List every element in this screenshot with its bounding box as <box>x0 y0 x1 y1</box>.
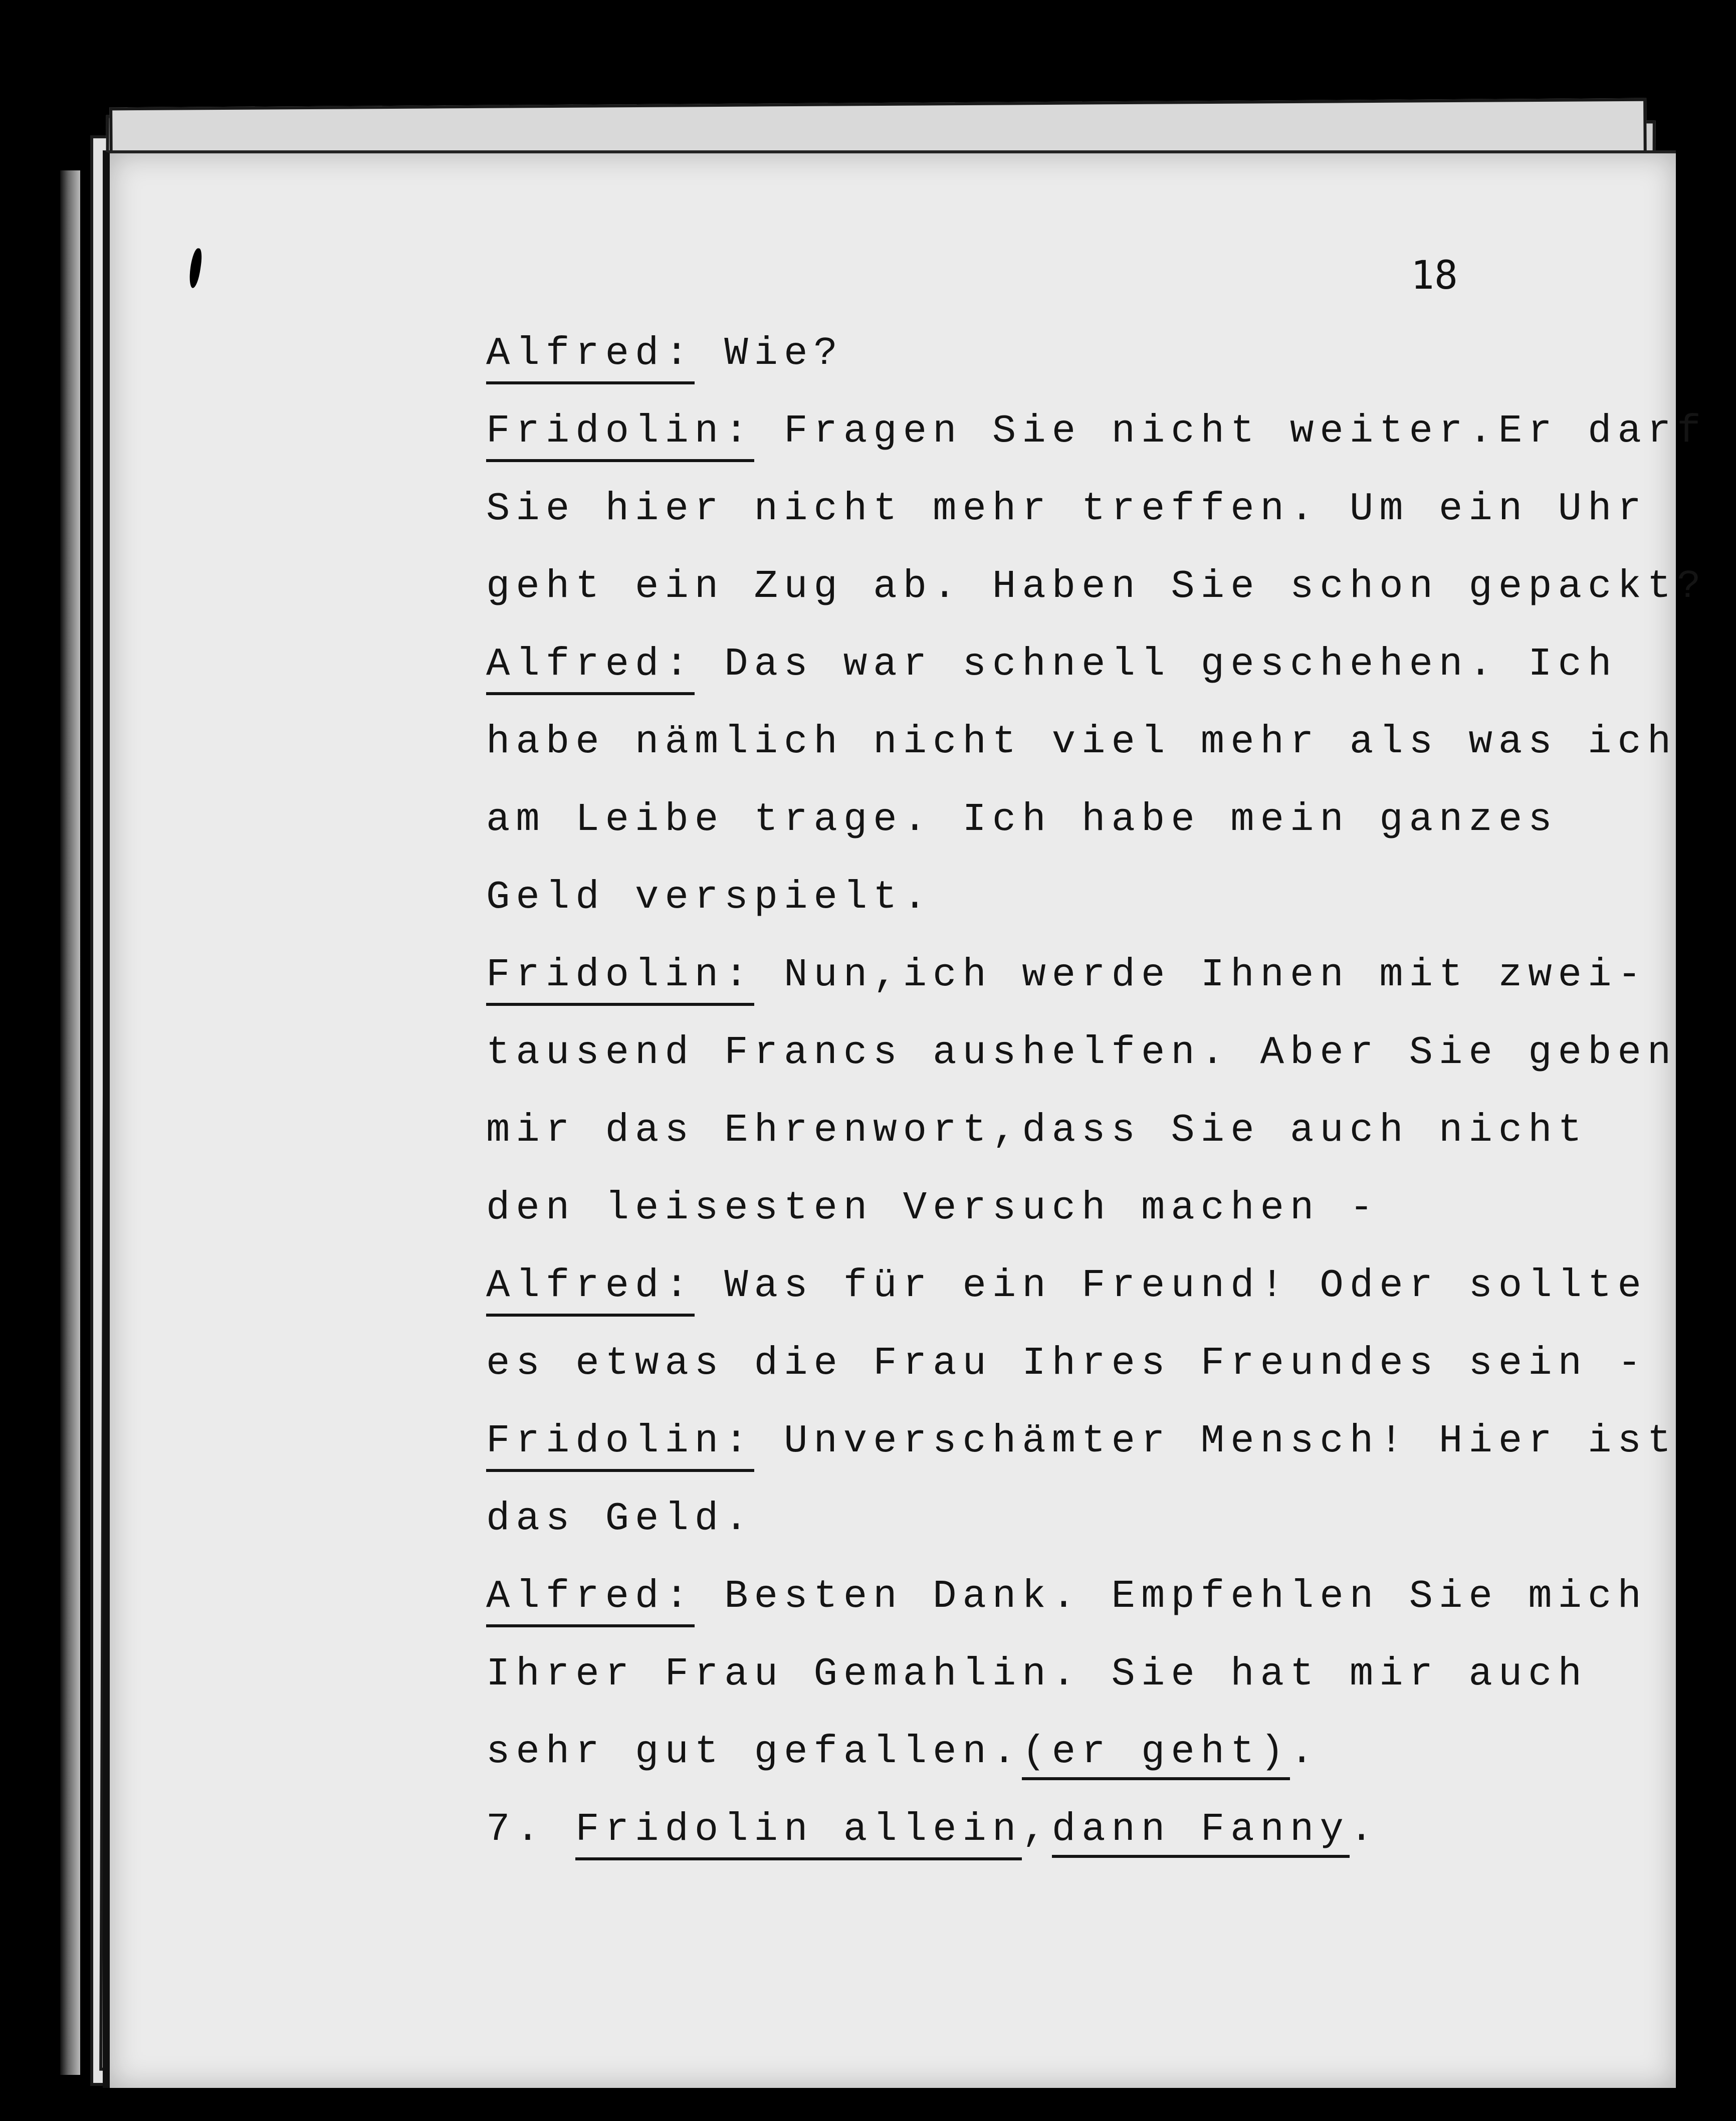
scene-number: 7. <box>486 1807 576 1852</box>
speaker-name: Fridolin: <box>486 1416 754 1472</box>
text-line <box>486 872 1589 950</box>
speaker-name: Alfred: <box>486 639 695 695</box>
text-line <box>486 717 1677 794</box>
page-number: 18 <box>1411 253 1458 298</box>
line-text: . <box>1290 1729 1320 1774</box>
text-line <box>486 1494 1589 1571</box>
text-line <box>486 1571 1647 1649</box>
line-text: Fragen Sie nicht weiter.Er darf <box>754 408 1707 454</box>
line-text: am Leibe trage. Ich habe mein ganzes <box>486 797 1558 842</box>
line-text: Sie hier nicht mehr treffen. Um ein Uhr <box>486 486 1647 531</box>
line-text: Was für ein Freund! Oder sollte <box>694 1263 1647 1308</box>
line-text: das Geld. <box>486 1496 754 1541</box>
text-line <box>486 484 1647 561</box>
line-text: Das war schnell geschehen. Ich <box>694 642 1618 687</box>
text-line <box>486 328 1589 406</box>
text-line <box>486 1260 1647 1338</box>
text-line <box>486 1338 1647 1416</box>
underlined-text: (er geht) <box>1022 1729 1290 1780</box>
text-line <box>486 1727 1589 1804</box>
text-line <box>486 1183 1589 1260</box>
line-text: Nun,ich werde Ihnen mit zwei- <box>754 952 1647 997</box>
script-text <box>486 328 1707 1882</box>
line-text: es etwas die Frau Ihres Freundes sein - <box>486 1341 1647 1386</box>
line-text: . <box>1349 1807 1380 1852</box>
line-text: Geld verspielt. <box>486 875 933 920</box>
text-line <box>486 561 1707 639</box>
text-line <box>486 950 1647 1027</box>
line-text: Unverschämter Mensch! Hier ist <box>754 1418 1677 1463</box>
text-line <box>486 1027 1677 1105</box>
line-text: , <box>1022 1807 1052 1852</box>
speaker-name: Fridolin: <box>486 950 754 1006</box>
speaker-name: Fridolin: <box>486 406 754 462</box>
text-line <box>486 639 1618 717</box>
line-text: habe nämlich nicht viel mehr als was ich <box>486 719 1677 764</box>
text-line <box>486 406 1707 484</box>
line-text: sehr gut gefallen. <box>486 1729 1022 1774</box>
speaker-name: Alfred: <box>486 328 695 384</box>
line-text: Wie? <box>694 331 843 376</box>
line-text: Ihrer Frau Gemahlin. Sie hat mir auch <box>486 1651 1588 1696</box>
text-line <box>486 1105 1589 1183</box>
line-text: mir das Ehrenwort,dass Sie auch nicht <box>486 1108 1588 1153</box>
text-line <box>486 794 1589 872</box>
text-line <box>486 1416 1677 1494</box>
page-stack-edge <box>60 170 80 2075</box>
speaker-name: Alfred: <box>486 1260 695 1317</box>
speaker-name: Fridolin allein <box>575 1804 1022 1860</box>
line-text: Besten Dank. Empfehlen Sie mich <box>694 1574 1647 1619</box>
text-line <box>486 1804 1589 1882</box>
underlined-text: dann Fanny <box>1052 1807 1350 1858</box>
speaker-name: Alfred: <box>486 1571 695 1627</box>
line-text: tausend Francs aushelfen. Aber Sie geben <box>486 1030 1677 1075</box>
text-line <box>486 1649 1589 1727</box>
line-text: den leisesten Versuch machen - <box>486 1185 1380 1230</box>
line-text: geht ein Zug ab. Haben Sie schon gepackt? <box>486 564 1707 609</box>
